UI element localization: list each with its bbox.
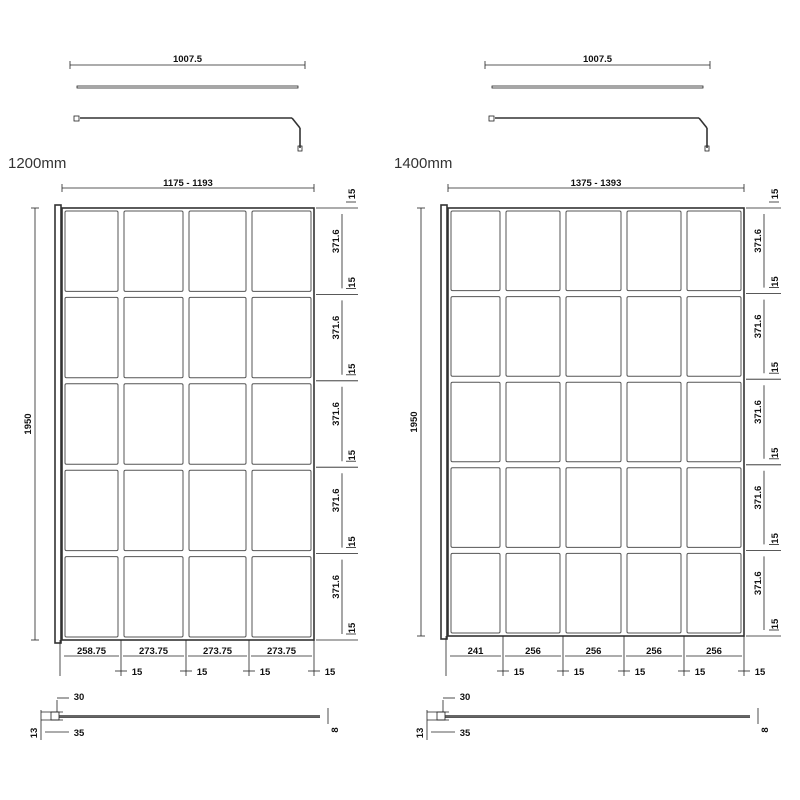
column-width-label: 256 [525,646,541,657]
top-bar-plan [77,86,298,88]
support-arm [699,118,707,128]
gap-label: 15 [347,622,358,634]
column-width-label: 273.75 [266,646,297,657]
glass-pane [687,382,741,462]
height-label: 1950 [409,411,420,433]
glass-pane [189,297,246,377]
glass-pane [124,211,183,291]
glass-pane [506,211,560,291]
gap-label: 15 [259,667,271,678]
glass-pane [687,297,741,377]
row-height-label: 371.6 [753,228,764,253]
dimension-label: 1175 - 1193 [163,178,213,189]
wall-bracket [489,116,494,121]
gap-label: 15 [770,361,781,373]
row-height-label: 371.6 [331,488,342,513]
top-bar-plan [492,86,703,88]
channel-section [51,712,59,720]
column-width-label: 241 [467,646,484,657]
glass-pane [627,297,681,377]
dimension-label: 1007.5 [172,54,203,65]
glass-pane [566,211,621,291]
gap-label: 15 [347,188,358,200]
wall-bracket [74,116,79,121]
glass-pane [189,384,246,464]
column-width-label: 256 [646,646,662,657]
gap-label: 15 [196,667,208,678]
glass-pane [252,470,311,550]
row-height-label: 371.6 [331,229,342,254]
gap-label: 15 [347,363,358,375]
glass-pane [124,297,183,377]
glass-pane [451,382,500,462]
glass-pane [65,211,118,291]
glass-pane [65,557,118,637]
column-width-label: 273.75 [138,646,169,657]
column-width-label: 256 [706,646,722,657]
section-dim-label: 35 [459,728,471,739]
wall-channel [55,205,61,643]
gap-label: 15 [770,188,781,200]
section-dim-label: 35 [73,728,85,739]
gap-label: 15 [347,277,358,288]
glass-pane [252,384,311,464]
glass-pane [687,468,741,548]
gap-label: 15 [573,667,585,678]
row-height-label: 371.6 [753,485,764,510]
dimension-label: 1375 - 1393 [570,178,622,189]
glass-pane [65,470,118,550]
column-width-label: 258.75 [76,646,107,657]
gap-label: 15 [770,533,781,544]
panel-1400mm [394,54,781,740]
gap-label: 15 [754,667,766,678]
glass-pane [451,297,500,377]
glass-pane [506,468,560,548]
glass-pane [566,468,621,548]
glass-pane [451,211,500,291]
column-width-label: 273.75 [202,646,233,657]
glass-pane [189,557,246,637]
glass-pane [627,553,681,633]
glass-panel-outline [62,208,314,640]
glass-pane [124,470,183,550]
support-arm [292,118,300,128]
gap-label: 15 [694,667,706,678]
section-dim-label: 30 [73,692,85,703]
gap-label: 15 [347,536,358,547]
section-dim-label: 8 [760,727,771,733]
gap-label: 15 [324,667,336,678]
gap-label: 15 [634,667,646,678]
glass-pane [506,382,560,462]
glass-pane [124,384,183,464]
glass-pane [189,211,246,291]
glass-pane [566,297,621,377]
glass-pane [252,297,311,377]
glass-pane [65,384,118,464]
gap-label: 15 [770,276,781,287]
glass-pane [627,468,681,548]
column-width-label: 256 [585,646,602,657]
section-dim-label: 13 [29,727,40,739]
glass-pane [627,211,681,291]
glass-panel-outline [448,208,744,636]
glass-pane [566,382,621,462]
wall-channel [441,205,447,639]
glass-pane [451,468,500,548]
section-dim-label: 13 [415,727,426,739]
glass-pane [124,557,183,637]
gap-label: 15 [770,618,781,630]
row-height-label: 371.6 [331,574,342,599]
row-height-label: 371.6 [753,314,764,339]
panel-title: 1400mm [394,155,453,172]
section-dim-label: 8 [330,727,341,733]
glass-pane [627,382,681,462]
row-height-label: 371.6 [331,315,342,340]
gap-label: 15 [513,667,525,678]
channel-section [437,712,445,720]
gap-label: 15 [770,447,781,459]
glass-pane [451,553,500,633]
gap-label: 15 [131,667,143,678]
glass-pane [687,553,741,633]
glass-pane [189,470,246,550]
row-height-label: 371.6 [753,571,764,596]
dimension-label: 1007.5 [582,54,613,65]
height-label: 1950 [23,413,34,435]
gap-label: 15 [347,449,358,461]
section-dim-label: 30 [459,692,471,703]
glass-pane [506,553,560,633]
panel-title: 1200mm [8,155,67,172]
glass-pane [687,211,741,291]
glass-pane [566,553,621,633]
row-height-label: 371.6 [753,400,764,424]
glass-pane [252,557,311,637]
row-height-label: 371.6 [331,402,342,426]
glass-pane [65,297,118,377]
glass-pane [252,211,311,291]
glass-pane [506,297,560,377]
panel-1200mm [8,54,358,740]
